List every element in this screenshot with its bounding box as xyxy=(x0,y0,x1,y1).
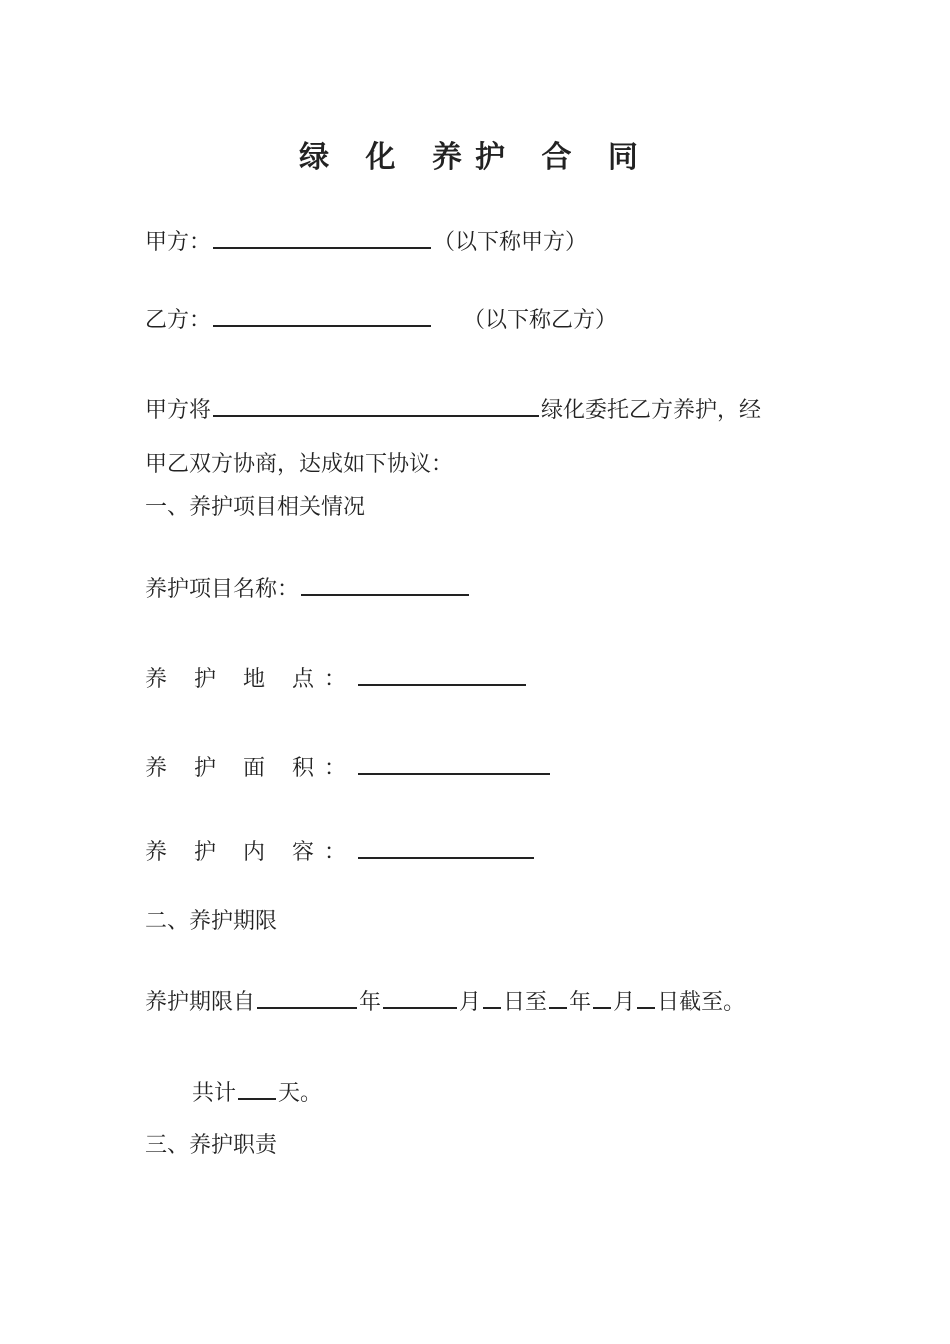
area-blank[interactable] xyxy=(358,751,550,775)
day-2-end: 日截至。 xyxy=(657,990,746,1015)
year-2: 年 xyxy=(569,990,592,1015)
document-title: 绿 化 养护 合 同 xyxy=(299,140,651,175)
party-b-line xyxy=(145,303,617,336)
area-line xyxy=(145,751,552,784)
section-2-heading: 二、养护期限 xyxy=(145,909,278,934)
location-line xyxy=(145,662,528,695)
party-a-line xyxy=(145,225,587,258)
area-label: 养 护 面 积： xyxy=(145,756,356,781)
content-line xyxy=(145,835,536,868)
party-b-blank[interactable] xyxy=(213,303,431,327)
party-b-label: 乙方： xyxy=(145,308,212,333)
section-1-heading: 一、养护项目相关情况 xyxy=(145,495,366,520)
intro-prefix: 甲方将 xyxy=(145,398,212,423)
party-b-suffix: （以下称乙方） xyxy=(463,308,618,333)
total-days-line xyxy=(192,1076,322,1109)
project-name-label: 养护项目名称： xyxy=(145,577,300,602)
project-name-blank[interactable] xyxy=(301,572,469,596)
total-prefix: 共计 xyxy=(192,1081,237,1106)
party-a-suffix: （以下称甲方） xyxy=(433,230,588,255)
content-label: 养 护 内 容： xyxy=(145,840,356,865)
month-2: 月 xyxy=(613,990,636,1015)
total-days-blank[interactable] xyxy=(238,1076,276,1100)
start-year-blank[interactable] xyxy=(257,985,357,1009)
location-label: 养 护 地 点： xyxy=(145,667,356,692)
location-blank[interactable] xyxy=(358,662,526,686)
section-3-heading: 三、养护职责 xyxy=(145,1133,278,1158)
start-month-blank[interactable] xyxy=(383,985,457,1009)
month-1: 月 xyxy=(459,990,482,1015)
year-1: 年 xyxy=(359,990,382,1015)
intro-blank[interactable] xyxy=(213,393,539,417)
intro-suffix: 绿化委托乙方养护，经 xyxy=(541,398,762,423)
total-suffix: 天。 xyxy=(278,1081,323,1106)
end-month-blank[interactable] xyxy=(593,985,611,1009)
intro-line-2: 甲乙双方协商，达成如下协议： xyxy=(145,452,454,477)
period-prefix: 养护期限自 xyxy=(145,990,256,1015)
start-day-blank[interactable] xyxy=(483,985,501,1009)
party-a-label: 甲方： xyxy=(145,230,212,255)
day-1-to: 日至 xyxy=(503,990,548,1015)
end-year-blank[interactable] xyxy=(549,985,567,1009)
project-name-line xyxy=(145,572,471,605)
content-blank[interactable] xyxy=(358,835,534,859)
party-a-blank[interactable] xyxy=(213,225,431,249)
period-line xyxy=(145,985,745,1018)
end-day-blank[interactable] xyxy=(637,985,655,1009)
intro-line-1 xyxy=(145,393,761,426)
